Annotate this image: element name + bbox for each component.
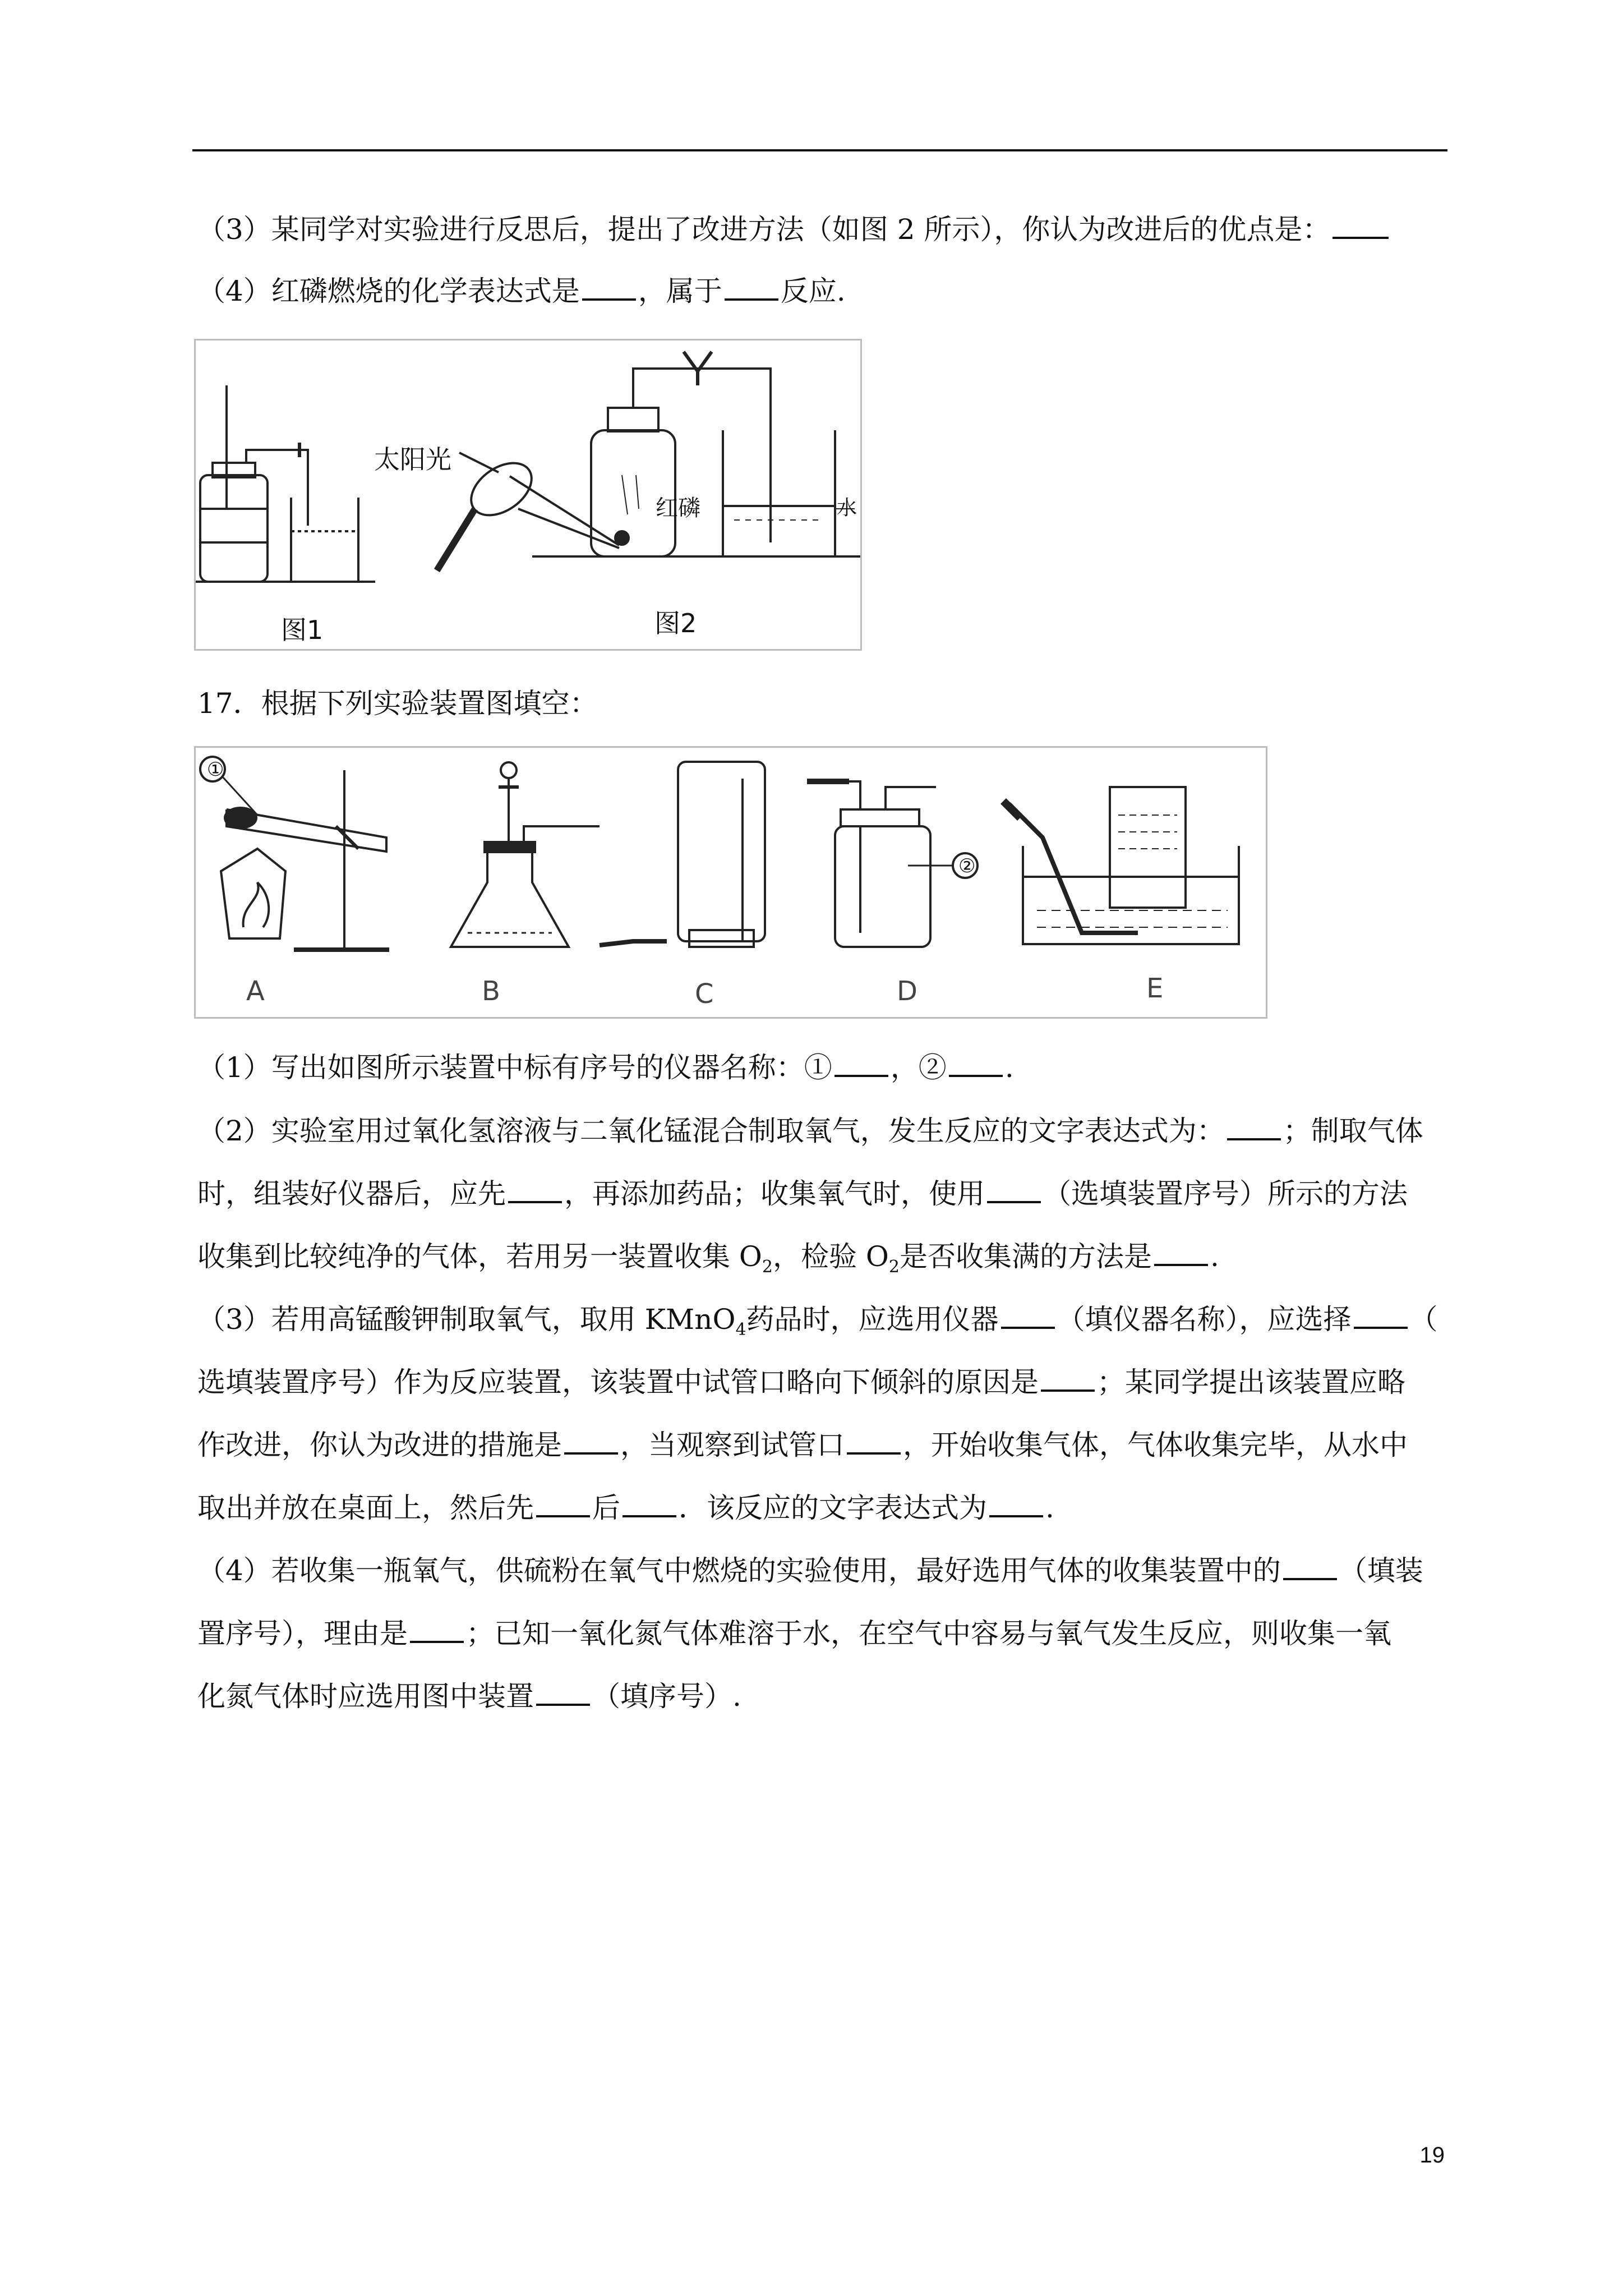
q16-item4-text-c: 反应. (780, 275, 846, 307)
q17-p3-text: （3）若用高锰酸钾制取氧气，取用 KMnO (197, 1303, 736, 1336)
sunlight-label: 太阳光 (374, 444, 451, 475)
fig1-label: 图1 (281, 615, 324, 645)
answer-blank[interactable] (623, 1490, 676, 1517)
q17-part3-line3 (197, 1428, 1408, 1462)
q17-part4-line2 (197, 1616, 1391, 1650)
answer-blank[interactable] (1283, 1553, 1337, 1580)
label-e: E (1146, 973, 1164, 1004)
q16-item3 (197, 212, 1391, 246)
page-number: 19 (1419, 2143, 1445, 2168)
answer-blank[interactable] (989, 1490, 1043, 1517)
label-d: D (897, 976, 917, 1007)
q17-part2-line2 (197, 1176, 1408, 1211)
q17-p3-text: 作改进，你认为改进的措施是 (197, 1429, 562, 1461)
q17-part1 (197, 1050, 1014, 1084)
marker-1: ① (207, 758, 224, 781)
q17-p2-text: ；制取气体 (1283, 1115, 1423, 1147)
label-b: B (482, 976, 500, 1007)
q17-p4-text: （填装 (1339, 1554, 1423, 1587)
q17-p2-text: ，检验 O (772, 1240, 889, 1273)
alcohol-lamp (221, 849, 285, 938)
q17-figure (194, 746, 1267, 1019)
q17-p3-text: 药品时，应选用仪器 (746, 1303, 999, 1336)
q17-p2-text: . (1210, 1240, 1219, 1273)
answer-blank[interactable] (847, 1428, 901, 1455)
q16-figure-drawing (196, 341, 860, 649)
q17-title-text: 17．根据下列实验装置图填空： (197, 687, 598, 720)
q17-p3-text: ．该反应的文字表达式为 (679, 1492, 987, 1524)
marker-2: ② (958, 855, 976, 877)
q17-p3-text: ；某同学提出该装置应略 (1097, 1366, 1405, 1398)
subscript: 4 (735, 1320, 746, 1340)
fig2-stopper (608, 408, 658, 431)
answer-blank[interactable] (1227, 1114, 1281, 1140)
answer-blank[interactable] (987, 1176, 1041, 1203)
answer-blank[interactable] (1041, 1365, 1095, 1392)
header-rule (192, 149, 1447, 151)
answer-blank[interactable] (582, 274, 636, 301)
q17-p1-text-b: ，② (890, 1051, 947, 1084)
q17-p3-text: 后 (592, 1492, 620, 1524)
answer-blank[interactable] (1001, 1302, 1055, 1329)
answer-blank[interactable] (1332, 212, 1389, 239)
answer-blank[interactable] (564, 1428, 618, 1455)
q17-p1-text-c: . (1004, 1051, 1014, 1084)
q17-part3-line1 (197, 1302, 1438, 1347)
answer-blank[interactable] (508, 1176, 562, 1203)
answer-blank[interactable] (1354, 1302, 1408, 1329)
collecting-bottle (1110, 787, 1186, 908)
q16-figure (194, 339, 862, 651)
q17-p2-text: 时，组装好仪器后，应先 (197, 1177, 506, 1210)
answer-blank[interactable] (834, 1050, 888, 1077)
inverted-bottle (678, 762, 765, 941)
q16-item3-text: （3）某同学对实验进行反思后，提出了改进方法（如图 2 所示），你认为改进后的优点是： (197, 213, 1331, 246)
answer-blank[interactable] (410, 1616, 464, 1643)
q17-part2-line1 (197, 1114, 1423, 1148)
answer-blank[interactable] (536, 1679, 590, 1706)
answer-blank[interactable] (725, 274, 778, 301)
q17-part2-line3 (197, 1239, 1219, 1284)
q17-p1-text-a: （1）写出如图所示装置中标有序号的仪器名称：① (197, 1051, 832, 1084)
fig2-label: 图2 (654, 608, 697, 638)
q17-part3-line4 (197, 1490, 1054, 1525)
q17-part4-line3 (197, 1679, 741, 1713)
q17-p4-text: ；已知一氧化氮气体难溶于水，在空气中容易与氧气发生反应，则收集一氧 (466, 1617, 1391, 1650)
q16-item4 (197, 274, 846, 308)
q16-item4-text-b: ，属于 (638, 275, 722, 307)
answer-blank[interactable] (536, 1490, 590, 1517)
answer-blank[interactable] (949, 1050, 1003, 1077)
q17-p3-text: 选填装置序号）作为反应装置，该装置中试管口略向下倾斜的原因是 (197, 1366, 1039, 1398)
answer-blank[interactable] (1154, 1239, 1208, 1266)
q17-p4-text: 化氮气体时应选用图中装置 (197, 1680, 534, 1713)
q17-part3-line2 (197, 1365, 1405, 1399)
q17-p4-text: （4）若收集一瓶氧气，供硫粉在氧气中燃烧的实验使用，最好选用气体的收集装置中的 (197, 1554, 1281, 1587)
q17-figure-drawing (196, 748, 1266, 1017)
q17-p2-text: ，再添加药品；收集氧气时，使用 (564, 1177, 985, 1210)
q17-p3-text: . (1045, 1492, 1054, 1524)
q17-p3-text: ，当观察到试管口 (620, 1429, 845, 1461)
q17-p4-text: （填序号）. (592, 1680, 741, 1713)
subscript: 2 (888, 1257, 900, 1277)
water-label: 水 (837, 496, 857, 519)
q17-p2-text: 是否收集满的方法是 (899, 1240, 1152, 1273)
q17-p2-text: （选填装置序号）所示的方法 (1043, 1177, 1408, 1210)
fig1-bottle (200, 475, 268, 582)
q17-p2-text: （2）实验室用过氧化氢溶液与二氧化锰混合制取氧气，发生反应的文字表达式为： (197, 1115, 1225, 1147)
q17-p2-text: 收集到比较纯净的气体，若用另一装置收集 O (197, 1240, 762, 1273)
q17-p3-text: 取出并放在桌面上，然后先 (197, 1492, 534, 1524)
q16-item4-text-a: （4）红磷燃烧的化学表达式是 (197, 275, 580, 307)
label-a: A (246, 976, 265, 1007)
gas-bottle (835, 826, 930, 947)
q17-p3-text: （填仪器名称），应选择 (1057, 1303, 1352, 1336)
label-c: C (695, 978, 714, 1010)
q17-p4-text: 置序号），理由是 (197, 1617, 408, 1650)
q17-p3-text: （ (1409, 1303, 1438, 1336)
phosphorus-label: 红磷 (656, 495, 700, 521)
q17-title (197, 687, 598, 720)
q17-part4-line1 (197, 1553, 1423, 1588)
q17-p3-text: ，开始收集气体，气体收集完毕，从水中 (903, 1429, 1408, 1461)
fig2-bottle (591, 430, 675, 556)
subscript: 2 (762, 1257, 773, 1277)
